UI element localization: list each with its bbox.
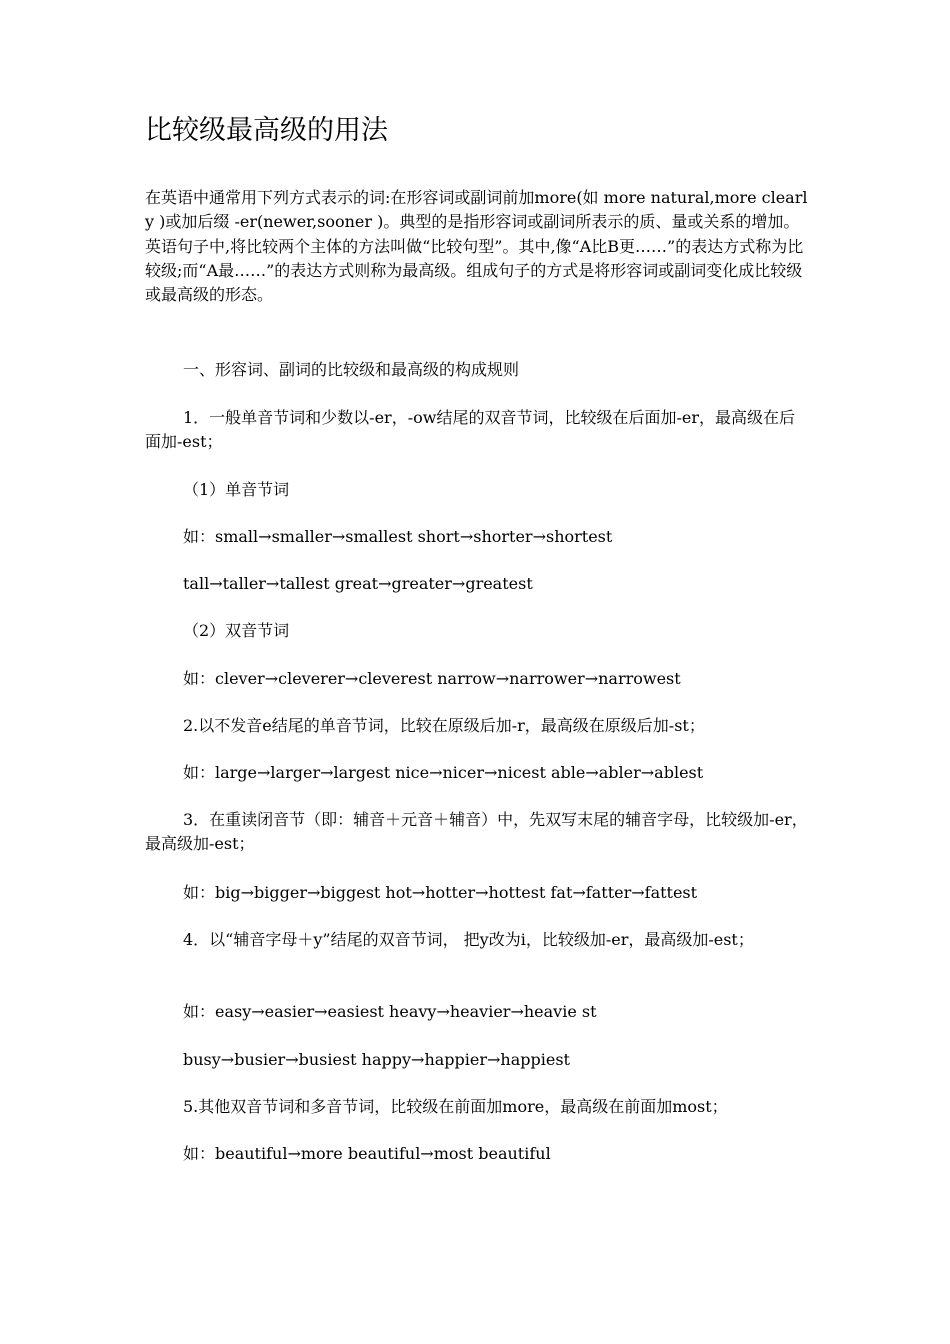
rule-3: 3．在重读闭音节（即：辅音＋元音＋辅音）中，先双写末尾的辅音字母，比较级加-er，最高级加-est； — [145, 810, 808, 853]
rule-4: 4．以“辅音字母＋y”结尾的双音节词， 把y改为i，比较级加-er，最高级加-est； — [183, 930, 754, 949]
example-rule-3: 如：big→bigger→biggest hot→hotter→hottest fat→fatter→fattest — [183, 883, 698, 902]
example-rule-5: 如：beautiful→more beautiful→most beautiful — [183, 1144, 551, 1163]
rule-1: 1．一般单音节词和少数以-er，-ow结尾的双音节词，比较级在后面加-er，最高级在后面加-est； — [145, 408, 795, 451]
page-title: 比较级最高级的用法 — [145, 115, 388, 146]
intro-paragraph: 在英语中通常用下列方式表示的词:在形容词或副词前加more(如 more natural,more clearly )或加后缀 -er(newer,sooner )。典型的是指形容词或副词所表示的质、量或关系的增加。英语句子中,将比较两个主体的方法叫做“比较句型”。其中,像“A比B更……”的表达方式称为比较级;而“A最……”的表达方式则称为最高级。组成句子的方式是将形容词或副词变化成比较级或最高级的形态。 — [145, 188, 808, 305]
subheading-monosyllabic: （1）单音节词 — [183, 480, 290, 499]
example-rule-2: 如：large→larger→largest nice→nicer→nicest able→abler→ablest — [183, 763, 704, 782]
example-rule-4-1: 如：easy→easier→easiest heavy→heavier→heavie st — [183, 1002, 597, 1021]
example-rule-4-2: busy→busier→busiest happy→happier→happiest — [183, 1050, 570, 1069]
section-heading: 一、形容词、副词的比较级和最高级的构成规则 — [183, 360, 520, 379]
rule-5: 5.其他双音节词和多音节词，比较级在前面加more，最高级在前面加most； — [183, 1097, 728, 1116]
example-disyllabic: 如：clever→cleverer→cleverest narrow→narrower→narrowest — [183, 669, 681, 688]
example-monosyllabic-1: 如：small→smaller→smallest short→shorter→shortest — [183, 527, 613, 546]
example-monosyllabic-2: tall→taller→tallest great→greater→greatest — [183, 574, 533, 593]
subheading-disyllabic: （2）双音节词 — [183, 621, 290, 640]
rule-2: 2.以不发音e结尾的单音节词，比较在原级后加-r，最高级在原级后加-st； — [183, 716, 705, 735]
